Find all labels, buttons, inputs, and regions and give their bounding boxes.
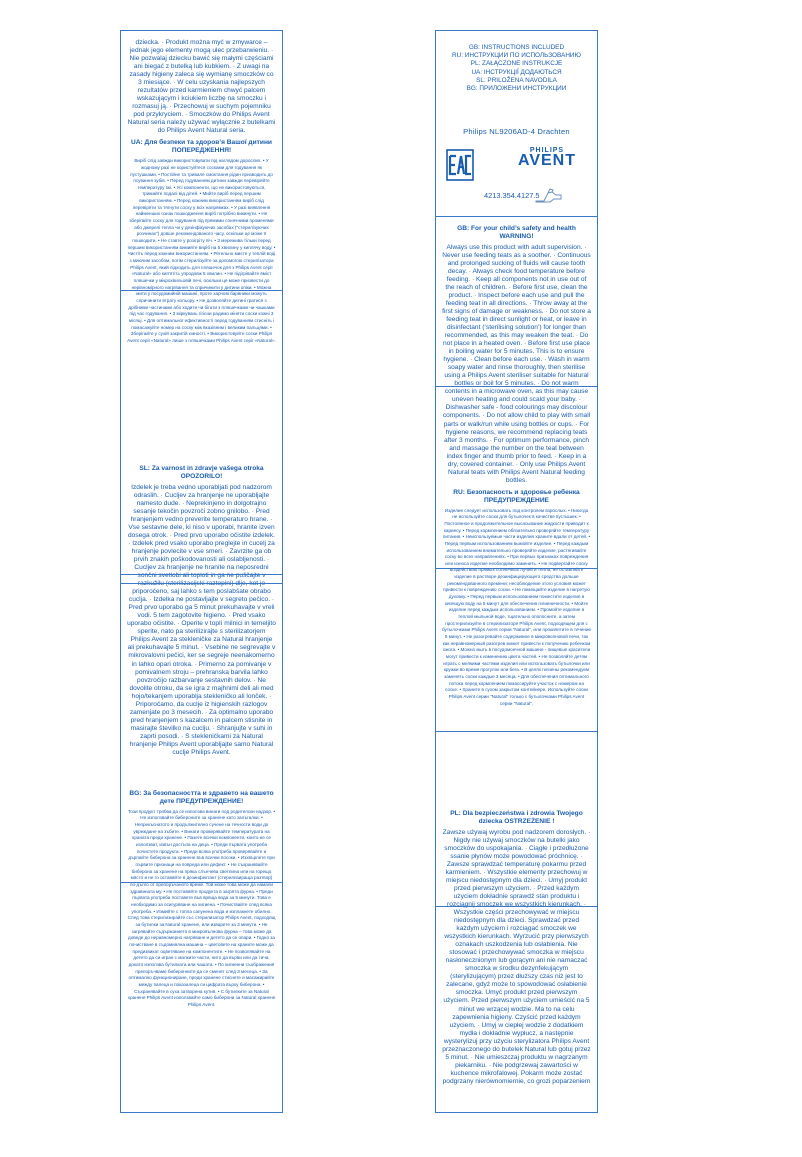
left-segment-1 bbox=[121, 39, 282, 343]
left-segment-4 bbox=[121, 591, 282, 796]
language-line: SL: PRILOŽENA NAVODILA bbox=[476, 76, 557, 84]
language-line: GB: INSTRUCTIONS INCLUDED bbox=[468, 44, 565, 51]
language-line: UA: ІНСТРУКЦІЇ ДОДАЮТЬСЯ bbox=[471, 68, 562, 76]
product-code: 4213.354.4127.5 bbox=[484, 191, 540, 200]
avent-wordmark: AVENT bbox=[517, 152, 577, 169]
gb-heading: GB: For your child’s safety and health WARNING! bbox=[457, 225, 576, 240]
left-segment-3 bbox=[121, 461, 282, 756]
right-segment-2 bbox=[436, 521, 597, 821]
fold-line bbox=[436, 386, 597, 387]
hand-icon bbox=[534, 187, 564, 205]
right-segment-3 bbox=[436, 806, 597, 1106]
bg-text: Този продукт трябва да се използва винаги под родителски надзор. • Не използвайте бибероните за хранене като залъгалки. • Непрекъснатото и продължително сучене на течности води до увреждане на зъбите. • Винаги проверявайте температурата на храната преди хранене. • Пазете всички компоненти, които не се използват, извън достъпа на деца. • Преди първата употреба почистете продукта. • Преди всяка употреба проверявайте и дърпайте биберона за хранене във всички посоки. • Изхвърлете при първите признаци на повреда или дефект. • Не съхранявайте биберона за хранене на пряка слънчева светлина или на горещо място и не го оставяйте в дезинфектант (стерилизираща разтвор) по-дълго от препоръчаното време. Той може това може да намали здравината му. • Не поставяйте продукта в загрята фурна. • Преди първата употреба поставете във вряща вода за 5 минути. Това е необходимо за осигуряване на хигиена. • Почиствайте след всяка употреба. • Измийте с топла сапунена вода и изплакнете обилно. След това стерилизирайте със стерилизатор Philips Avent, подходящ за бутилки за Natural хранене, или изварете за 3 минути. • Не загрявайте съдържанието в микровълнова фурна – това може да доведе до неравномерно нагряване и детето да се опари. • Годно за почистване в съдомиялна машина – цветовете на храните може да предизвикат оцветяване на компонентите. • Не позволявайте на детето да си играе с малките части, нито да върви или да тича, докато използва бутилката или чашата. • По хигиенни съображения препоръчваме биберонните да се сменят след 3 месеца. • За оптимално функциониране, преди хранене стиснете и масажирайте между палеца и показалеца си цифрата върху биберона. • Съхранявайте в суха затворена кутия. • С бутилките за Natural хранене Philips Avent използвайте само биберони за Natural хранене Philips Avent. bbox=[127, 808, 276, 1007]
pl-text: Zawsze używaj wyrobu pod nadzorem dorosłych. · Nigdy nie używaj smoczków na butelki jako smoczków do uspokajania. · Ciągłe i przedłużone ssanie płynów może powodować próchnicę. · Zawsze sprawdzać temperaturę pokarmu przed karmieniem. · Wszystkie elementy przechowuj w miejscu niedostępnym dla dzieci. · Umyj produkt przed pierwszym użyciem. · Przed każdym użyciem dokładnie sprawdź stan produktu i rozciągnij smoczek we wszystkich kierunkach. · Wszystkie części przechowywać w miejscu niedostępnym dla dzieci. Sprawdzać przed każdym użyciem i rozciągać smoczek we wszystkich kierunkach. Wyrzucić przy pierwszych oznakach uszkodzenia lub osłabienia. Nie stosować i przechowywać smoczka w miejscu nasłonecznionym lub gorącym ani nie namaczać smoczka w środku dezynfekującym (sterylizującym) przez dłuższy czas niż jest to zalecane, gdyż może to spowodować osłabienie smoczka. Umyć produkt przed pierwszym użyciem. Przed pierwszym użyciem umieścić na 5 minut we wrzącej wodzie. Ma to na celu zapewnienia higieny. Czyścić przed każdym użyciem. · Umyj w ciepłej wodzie z dodatkiem mydła i dokładnie wypłucz, a następnie wysterylizuj przy użyciu sterylizatora Philips Avent przeznaczonego do butelek Natural lub gotuj przez 5 minut. · Nie umieszczaj produktu w nagrzanym piekarniku. · Nie podgrzewaj zawartości w kuchence mikrofalowej. Pokarm może zostać podgrzany nierównomiernie, co grozi poparzeniem bbox=[442, 828, 591, 1085]
language-line: BG: ПРИЛОЖЕНИ ИНСТРУКЦИИ bbox=[466, 84, 567, 92]
ru-text: Изделие следует использовать под контролем взрослых. • Никогда не используйте соски для бутылочек в качестве пустышек. • Постоянное и продолжительное высасывание жидкости приводит к кариесу. • Перед кормлением обязательно проверяйте температуру питания. • Неиспользуемые части изделия храните вдали от детей. • Перед первым использованием вымойте изделие. • Перед каждым использованием внимательно проверяйте изделие, растягивайте соску во всех направлениях. • При первых признаках повреждения или износа изделие необходимо заменить. • Не подвергайте соску воздействию прямых солнечных лучей и тепла, не оставляйте изделие в растворе дезинфицирующего средства дольше рекомендованного времени; несоблюдение этого условия может привести к повреждению соски. • Не помещайте изделие в нагретую духовку. • Перед первым использованием поместите изделие в кипящую воду на 5 минут для обеспечения гигиеничности. • Мойте изделие перед каждым использованием. • Промойте изделие в теплой мыльной воде, тщательно ополосните, а затем простерилизуйте в стерилизаторе Philips Avent, подходящем для с бутылочками Philips Avent серии "Natural", или прокипятите в течение 5 минут. • Не разогревайте содержимое в микроволновой печи, так как неравномерный разогрев может привести к получению ребенком ожога. • Можно мыть в посудомоечной машине - пищевые красители могут привести к изменению цвета частей. • Не позволяйте детям играть с мелкими частями изделия или использовать бутылочки или кружки во время прогулок или бега. • В целях гигиены рекомендуем заменять соски каждые 3 месяца. • Для обеспечения оптимального потока перед кормлением помассируйте участок с номером на соске. • Храните в сухом закрытом контейнере. Используйте соски Philips Avent серии "Natural" только с бутылочками Philips Avent серии "Natural". bbox=[442, 507, 591, 706]
fold-line bbox=[121, 882, 282, 883]
left-instruction-column bbox=[120, 30, 283, 1113]
sl-heading: SL: Za varnost in zdravje vašega otroka OPOZORILO! bbox=[139, 465, 264, 480]
left-segment-2 bbox=[121, 293, 282, 383]
pl-heading: PL: Dla bezpieczeństwa i zdrowia Twojego dziecka OSTRZEŻENIE ! bbox=[450, 810, 583, 825]
fold-line bbox=[436, 906, 597, 907]
languages-list bbox=[436, 44, 597, 93]
manufacturer-line: Philips NL9206AD-4 Drachten bbox=[463, 127, 570, 136]
fold-line bbox=[121, 290, 282, 291]
gb-text: Always use this product with adult supervision. · Never use feeding teats as a soother. · Continuous and prolonged sucking of fluids will cause tooth decay. · Always check food temperature before feeding. · Keep all components not in use out of the reach of children. · Before first use, clean the product. · Inspect before each use and pull the feeding teat in all directions. · Throw away at the first signs of damage or weakness. · Do not store a feeding teat in direct sunlight or heat, or leave in disinfectant (‘sterilising solution’) for longer than recommended, as this may weaken the teat. · Do not place in a heated oven. · Before first use place in boiling water for 5 minutes. This is to ensure hygiene. · Clean before each use. · Wash in warm soapy water and rinse thoroughly, then sterilise using a Philips Avent steriliser suitable for Natural bottles or boil for 5 minutes. · Do not warm contents in a microwave oven, as this may cause uneven heating and could scald your baby. · Dishwasher safe - food colourings may discolour components. · Do not allow child to play with small parts or walk/run while using bottles or cups. · For hygiene reasons, we recommend replacing teats after 3 months. · For optimum performance, pinch and massage the number on the teat between index finger and thumb prior to feed. · Keep in a dry, covered container. · Only use Philips Avent Natural teats with Philips Avent Natural feeding bottles. bbox=[442, 243, 591, 484]
language-line: PL: ZAŁĄCZONE INSTRUKCJE bbox=[470, 60, 563, 68]
pl-continued-text: dziecka. · Produkt można myć w zmywarce – jednak jego elementy mogą ulec przebarwieniu. · Nie pozwalaj dziecku bawić się małymi częściami ani biegać z butelką lub kubkiem. · Z uwagi na zasady higieny zaleca się wymianę smoczków co 3 miesiące. · W celu uzyskania najlepszych rezultatów przed karmieniem chwyć palcem wskazującym i kciukiem liczbę na smoczku i rozmasuj ją. · Przechowuj w suchym pojemniku pod przykryciem. · Smoczków do Philips Avent Natural seria należy używać wyłącznie z butelkami do Philips Avent Natural seria. bbox=[127, 39, 276, 135]
ua-heading: UA: Для безпеки та здоров’я Вашої дитини ПОПЕРЕДЖЕННЯ! bbox=[130, 139, 272, 155]
right-segment-1 bbox=[436, 221, 597, 706]
language-line: RU: ИНСТРУКЦИИ ПО ИСПОЛЬЗОВАНИЮ bbox=[452, 52, 581, 60]
ru-heading: RU: Безопасность и здоровье ребенка ПРЕДУПРЕЖДЕНИЕ bbox=[453, 488, 580, 504]
eac-certification-icon bbox=[446, 149, 474, 181]
sl-text: Izdelek je treba vedno uporabljati pod nadzorom odraslih. · Cucljev za hranjenje ne uporabljajte namesto dude. · Neprekinjeno in dolgotrajno sesanje tekočin povzroči zobno gnilobo. · Pred hranjenjem vedno preverite temperaturo hrane. · Vse sestavne dele, ki niso v uporabi, hranite izven dosega otrok. · Pred prvo uporabo očistite izdelek. · Izdelek pred vsako uporabo preglejte in cucelj za hranjenje povlecite v vse smeri. · Zavrzite ga ob prvih znakih poškodovanosti ali oslabljenosti. · Cucljev za hranjenje ne hranite na neposredni sončni svetlobi ali toploti in ga ne puščajte v razkužilu (sterilizacijski raztopini) dlje, kot je priporočeno, saj lahko s tem poslabšate obrabo cuclja. · Izdelka ne postavljajte v segreto pečico. · Pred prvo uporabo ga 5 minut prekuhavajte v vreli vodi. 5 tem zagotovite higieno. · Pred vsako uporabo očistite. · Operite v toplí milnici in temeljito sperite, nato pa sterilizirajte s sterilizatorjem Philips Avent za stekleničke za Natural hranjenje ali prekuhavajte 5 minut. · Vsebine ne segrevajte v mikrovalovni pečici, ker se segreje neenakomerno in lahko opari otroka. · Primerno za pomivanje v pomivalnem stroju – prehranska barvila lahko povzročijo razbarvanje sestavnih delov. · Ne dovolite otroku, da se igra z majhnimi deli ali med hojo/tekanjem uporablja stekleničko ali lonček. · Priporočamo, da cuclje iz higienskih razlogov zamenjate po 3 mesecih. · Za optimalno uporabo pred hranjenjem s kazalcem in palcem stisnite in masirajte številko na cuclju. · Shranjujte v suhi in zaprti posodi. · S stekleničkami za Natural hranjenje Philips Avent uporabljajte samo Natural cuclje Philips Avent. bbox=[127, 483, 276, 756]
bg-heading: BG: За безопасността и здравето на вашето дете ПРЕДУПРЕЖДЕНИЕ! bbox=[129, 790, 274, 805]
philips-wordmark: PHILIPS bbox=[529, 147, 565, 154]
philips-avent-logo bbox=[516, 147, 578, 170]
right-instruction-column bbox=[435, 30, 598, 1113]
fold-band bbox=[121, 574, 282, 584]
ua-text: Виріб слід завжди використовувати під наглядом дорослих. • У жодному разі не користуйтеся сосками для годування як пустушками. • Постійне та тривале смоктання рідин призводить до псування зубів. • Перед годуванням дитини завжди перевіряйте температуру їжі. • Усі компоненти, що не використовуються, тримайте подалі від дітей. • Мийте виріб перед першим використанням. • Перед кожним використанням виріб слід перевіряти та тягнути соску у всіх напрямках. • У разі виявлення найменших ознак пошкодження виріб потрібно викинути. • Не зберігайте соску для годування під прямими сонячними променями або джерелі тепла чи у дезінфікуючих засобах ("стерилізуючих розчинах") довше рекомендованого часу, оскільки це може її пошкодити. • Не ставте у розігріту піч. • З мережива тільки перед першим використанням вимийте виріб на 5 хвилину у киплячу воду. • Чистіть перед кожним використанням. • Ретельно миєте у теплій воді з миючим засобом, потім стерилізуйте за допомогою стерилізатора Philips Avent, який підходить для пляшечок для з Philips Avent серії «Natural» або кип'ятіть упродовж 5 хвилин. • Не підігрівайте вміст пляшечки у мікрохвильовій печі, оскільки це може призвести до нерівномірного нагрівання та спричинити у дитини опіки. • Можна мити у посудомийній машині, проте харчові барвники можуть спричинити втрату кольору. • Не дозволяйте дитині гратися з дрібними частинами або ходити чи бігати з пляшечками чи чашками під час годування. • З міркувань гігієни радимо міняти соски кожні 3 місяці. • Для оптимальної ефективності перед годуванням стисніть і помасажуйте номер на соску між вказівним і великим пальцями. • Зберігайте у сухій закритій ємності. • Використовуйте соски Philips Avent серії «Natural» лише з пляшечками Philips Avent серії «Natural». bbox=[127, 158, 276, 343]
left-segment-5 bbox=[121, 786, 282, 1098]
fold-line bbox=[436, 216, 597, 217]
